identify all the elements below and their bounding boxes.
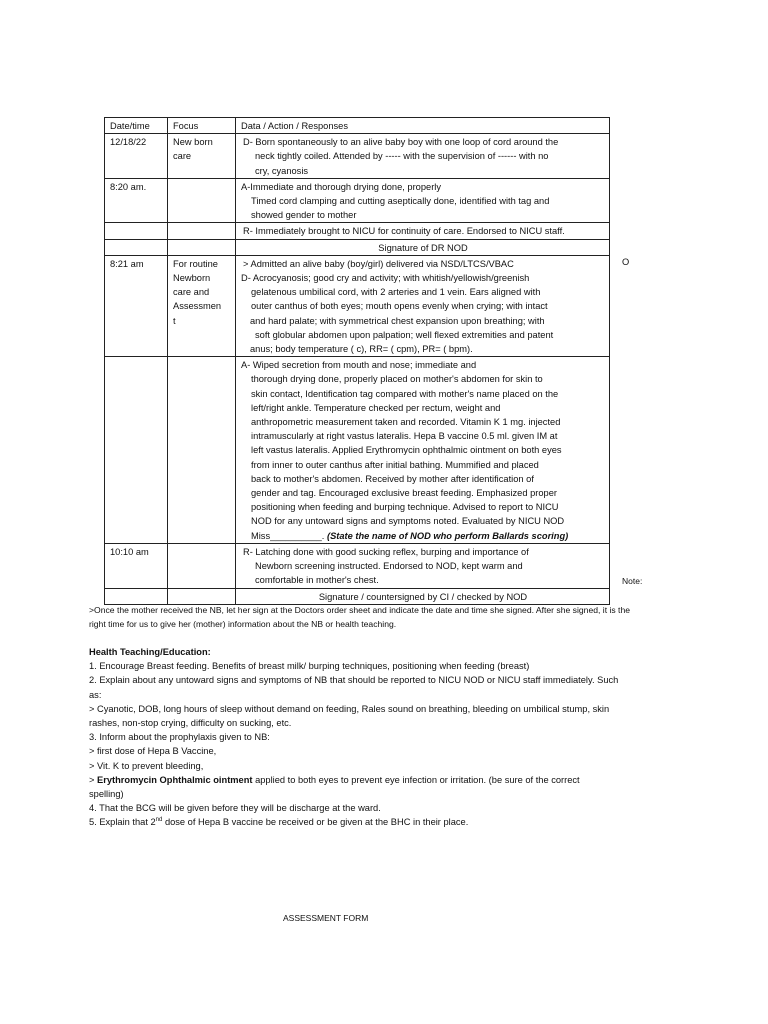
data-cell [236, 134, 610, 179]
focus-cell [168, 357, 236, 544]
date-cell [105, 357, 168, 544]
nursing-notes-table [104, 117, 610, 605]
note-line: soft globular abdomen upon palpation; well flexed extremities and patent [255, 329, 554, 340]
focus-cell [168, 178, 236, 223]
item-rest: applied to both eyes to prevent eye infection or irritation. (be sure of the correct [252, 774, 580, 785]
health-item: rashes, non-stop crying, difficulty on sucking, etc. [89, 718, 292, 729]
miss-blank: Miss__________. [251, 530, 327, 541]
focus-line: Newborn [173, 273, 211, 284]
focus-line: care [173, 151, 192, 162]
health-item: > Cyanotic, DOB, long hours of sleep without demand on feeding, Rales sound on breathing, bleeding on umbilical stump, skin [89, 703, 610, 714]
ballards-note: (State the name of NOD who perform Ballards scoring) [326, 530, 569, 541]
focus-cell [168, 134, 236, 179]
note-line: A- Wiped secretion from mouth and nose; immediate and [241, 360, 477, 371]
note-line: showed gender to mother [251, 210, 357, 221]
health-item: as: [89, 689, 102, 700]
note-line: intramuscularly at right vastus lateralis. Hepa B vaccine 0.5 ml. given IM at [251, 431, 558, 442]
focus-line: New born [173, 137, 213, 148]
note-line: back to mother's abdomen. Received by mother after identification of [251, 473, 534, 484]
note-line: from inner to outer canthus after initial bathing. Mummified and placed [251, 459, 539, 470]
focus-line: care and [173, 287, 210, 298]
note-line: left/right ankle. Temperature checked per rectum, weight and [251, 402, 501, 413]
date-cell [105, 239, 168, 255]
nb-instruction [89, 603, 689, 631]
focus-cell [168, 239, 236, 255]
note-line: gender and tag. Encouraged exclusive breast feeding. Emphasized proper [251, 488, 557, 499]
date-cell: 8:21 am [105, 255, 168, 356]
health-item: > Vit. K to prevent bleeding, [89, 760, 204, 771]
date-cell: 10:10 am [105, 543, 168, 588]
date-cell [105, 223, 168, 239]
date-cell: 12/18/22 [105, 134, 168, 179]
health-item: spelling) [89, 789, 124, 800]
data-cell [236, 255, 610, 356]
note-line: skin contact, Identification tag compared with mother's name placed on the [251, 388, 559, 399]
note-line: thorough drying done, properly placed on mother's abdomen for skin to [251, 374, 543, 385]
note-line: D- Born spontaneously to an alive baby boy with one loop of cord around the [243, 137, 559, 148]
response-cell [236, 223, 610, 239]
note-line: D- Acrocyanosis; good cry and activity; with whitish/yellowish/greenish [241, 273, 530, 284]
signature-cell: Signature / countersigned by CI / checked by NOD [236, 588, 610, 604]
action-cell [236, 178, 610, 223]
note-line: NOD for any untoward signs and symptoms noted. Evaluated by NICU NOD [251, 516, 565, 527]
focus-cell [168, 543, 236, 588]
health-item: 2. Explain about any untoward signs and symptoms of NB that should be reported to NICU NOD or NICU staff immediately. Such [89, 675, 619, 686]
note-line: Timed cord clamping and cutting aseptically done, identified with tag and [251, 196, 550, 207]
table-row [105, 178, 610, 223]
note-line: anus; body temperature ( c), RR= ( cpm), PR= ( bpm). [250, 344, 473, 355]
table-row [105, 239, 610, 255]
health-item: 3. Inform about the prophylaxis given to NB: [89, 732, 270, 743]
note-line: > Admitted an alive baby (boy/girl) delivered via NSD/LTCS/VBAC [243, 258, 514, 269]
note-line: outer canthus of both eyes; mouth opens evenly when crying; with intact [251, 301, 548, 312]
header-focus: Focus [168, 118, 236, 134]
table-row [105, 588, 610, 604]
table-row [105, 255, 610, 356]
focus-line: For routine [173, 258, 218, 269]
note-line: gelatenous umbilical cord, with 2 arteries and 1 vein. Ears aligned with [251, 287, 541, 298]
table-row [105, 134, 610, 179]
nod-name-line [241, 529, 605, 543]
focus-line: t [173, 315, 176, 326]
note-line: Newborn screening instructed. Endorsed to NOD, kept warm and [255, 561, 523, 572]
health-heading: Health Teaching/Education: [89, 647, 211, 657]
note-line: and hard palate; with symmetrical chest expansion upon breathing; with [250, 315, 545, 326]
response-cell [236, 543, 610, 588]
health-item: 1. Encourage Breast feeding. Benefits of breast milk/ burping techniques, positioning when feeding (breast) [89, 661, 530, 672]
focus-line: Assessmen [173, 301, 222, 312]
table-row [105, 543, 610, 588]
item-prefix: 5. Explain that 2 [89, 817, 156, 828]
health-item: 4. That the BCG will be given before they will be discharge at the ward. [89, 803, 381, 814]
assessment-form-title: ASSESSMENT FORM [283, 913, 369, 923]
item-prefix: > [89, 774, 98, 785]
note-line: anthropometric measurement taken and recorded. Vitamin K 1 mg. injected [251, 417, 561, 428]
health-item [89, 815, 689, 829]
focus-cell [168, 223, 236, 239]
note-line: cry, cyanosis [255, 165, 309, 176]
note-line: R- Latching done with good sucking reflex, burping and importance of [243, 546, 529, 557]
note-label: Note: [622, 576, 643, 586]
item-rest: dose of Hepa B vaccine be received or be given at the BHC in their place. [162, 817, 469, 828]
action-cell [236, 357, 610, 544]
side-mark: O [622, 257, 630, 267]
date-cell: 8:20 am. [105, 178, 168, 223]
note-line: comfortable in mother's chest. [255, 575, 379, 586]
signature-cell: Signature of DR NOD [236, 239, 610, 255]
header-date-time: Date/time [105, 118, 168, 134]
health-item: > first dose of Hepa B Vaccine, [89, 746, 217, 757]
note-line: left vastus lateralis. Applied Erythromycin ophthalmic ointment on both eyes [251, 445, 562, 456]
header-dar: Data / Action / Responses [236, 118, 610, 134]
table-row [105, 223, 610, 239]
note-line: neck tightly coiled. Attended by ----- with the supervision of ------ with no [255, 151, 549, 162]
date-cell [105, 588, 168, 604]
health-teaching-section [89, 645, 689, 830]
focus-cell [168, 255, 236, 356]
health-item [89, 773, 689, 787]
table-row [105, 357, 610, 544]
note-line: R- Immediately brought to NICU for continuity of care. Endorsed to NICU staff. [243, 226, 565, 237]
table-header-row [105, 118, 610, 134]
note-line: A-Immediate and thorough drying done, properly [241, 181, 442, 192]
ordinal-suffix: nd [155, 817, 163, 824]
erythromycin-label: Erythromycin Ophthalmic ointment [97, 774, 253, 785]
note-line: positioning when feeding and burping technique. Advised to report to NICU [251, 502, 559, 513]
instruction-line: >Once the mother received the NB, let her sign at the Doctors order sheet and indicate the date and time she signed. After she signed, it is the [89, 605, 631, 615]
focus-cell [168, 588, 236, 604]
instruction-line: right time for us to give her (mother) information about the NB or health teaching. [89, 619, 397, 630]
